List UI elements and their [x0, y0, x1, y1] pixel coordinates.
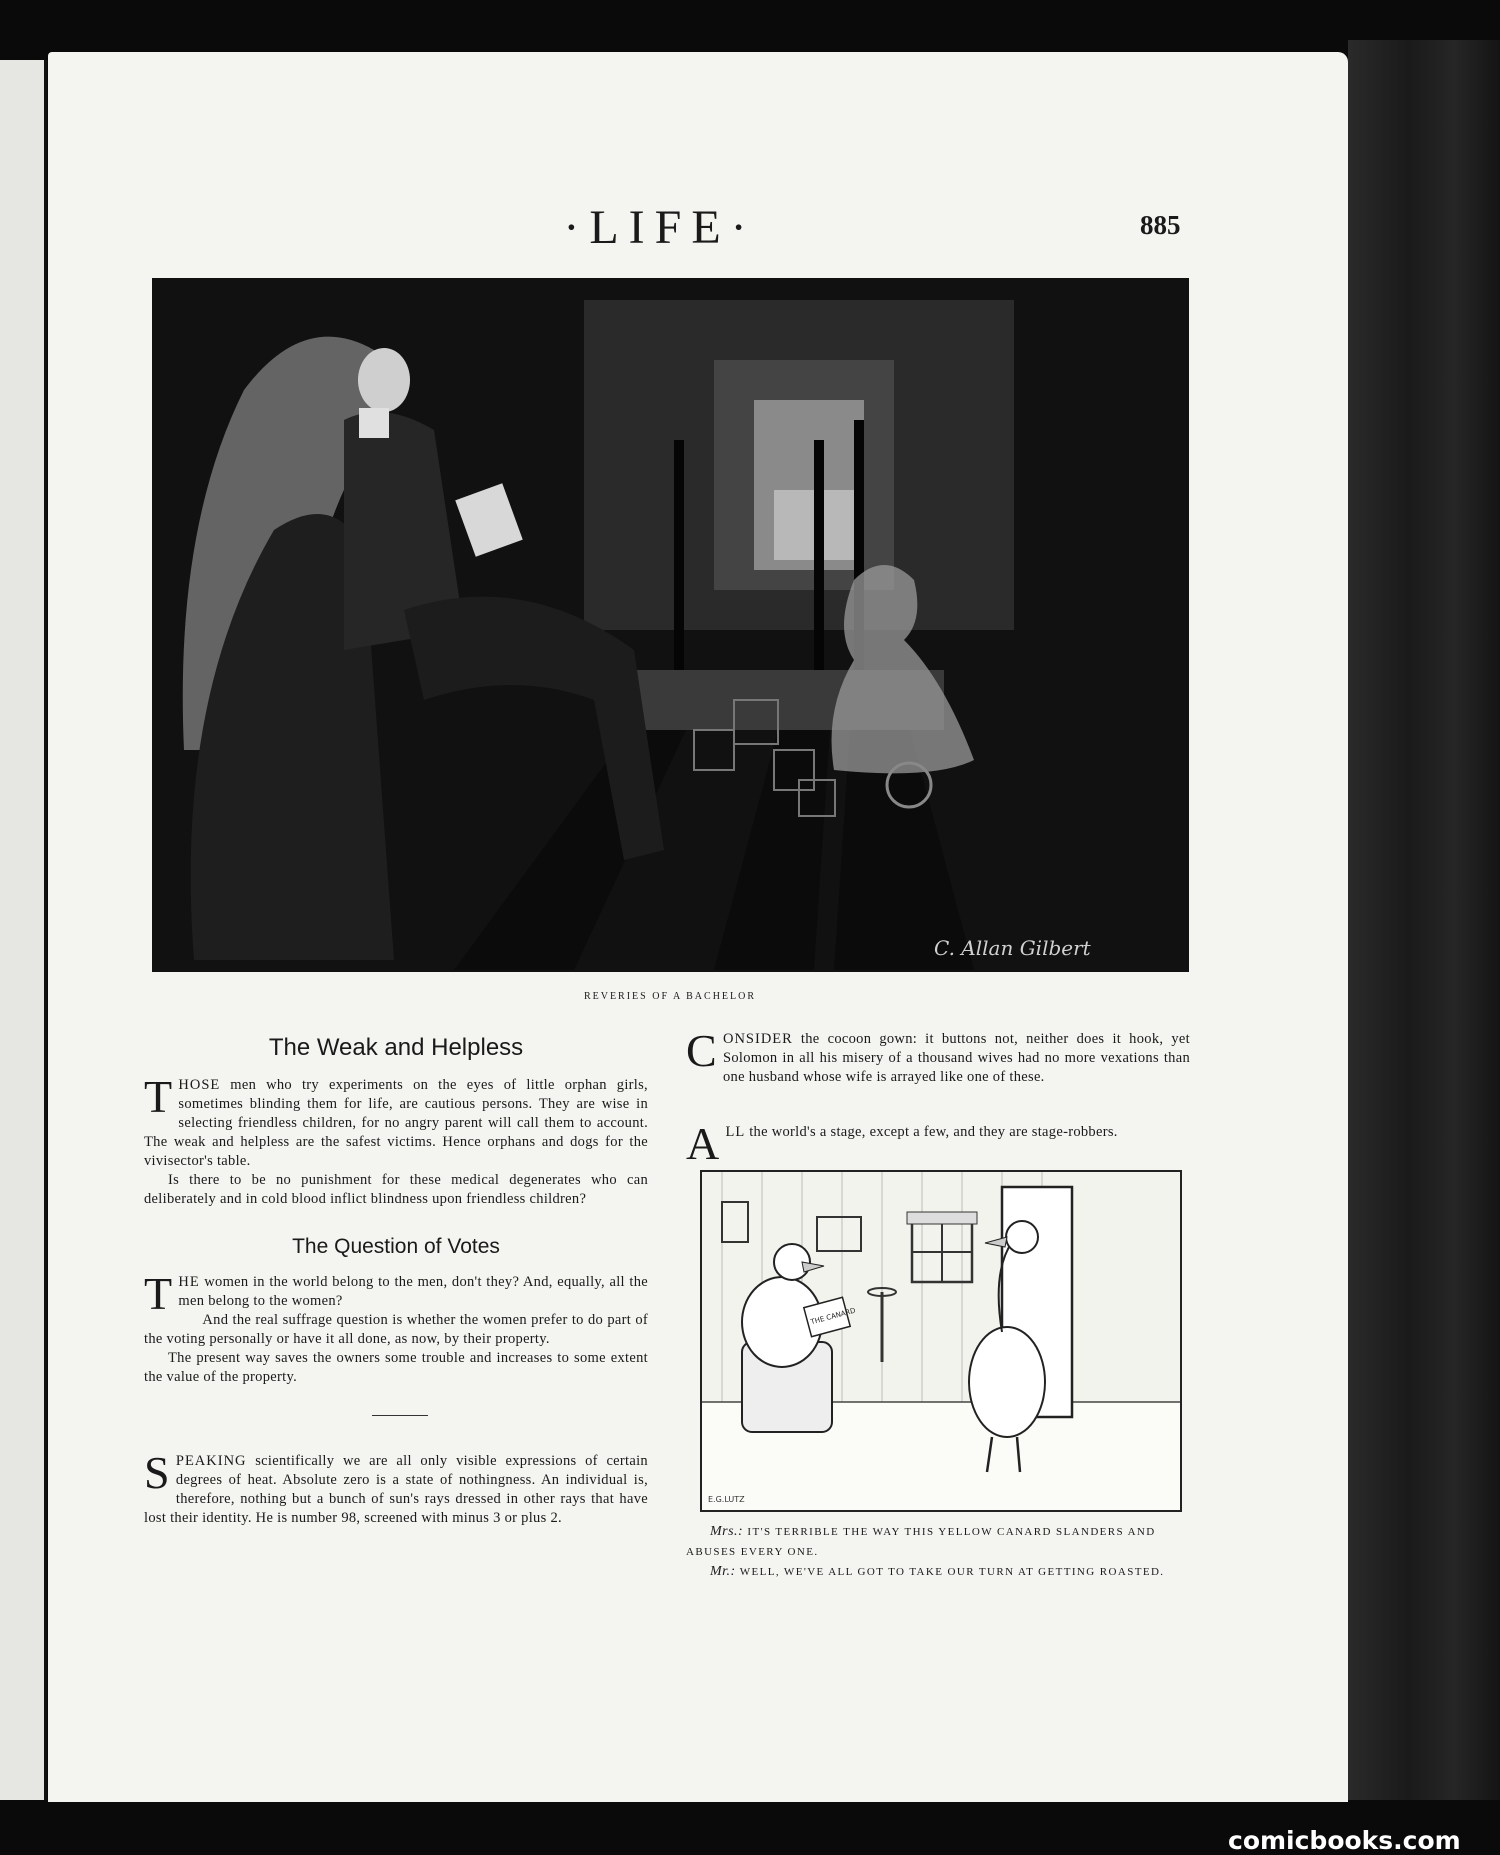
speaker-mrs: Mrs.: [710, 1524, 744, 1539]
article-votes-para2: And the real suffrage question is whether the women prefer to do part of the voting personally or have it all done, as now, by their property. [144, 1312, 648, 1347]
drop-cap: C [686, 1025, 717, 1076]
paragraph-text: men who try experiments on the eyes of little orphan girls, sometimes blinding them for life, are cautious persons. They are wise in selecting friendless children, for no angry parent will call them to account. The weak and helpless are the safest victims. Hence orphans and dogs for the vivisector's table. [144, 1077, 648, 1169]
watermark: comicbooks.com [1228, 1826, 1461, 1855]
paragraph-text: scientifically we are all only visible expressions of certain degrees of heat. Absolute zero is a state of nothingness. An individual is, therefore, nothing but a bunch of sun's rays dressed in other rays that have lost their identity. He is number 98, screened with minus 3 or plus 2. [144, 1453, 648, 1526]
paragraph-text: women in the world belong to the men, don't they? And, equally, all the men belong to the women? [178, 1274, 648, 1309]
lead-word: HE [178, 1274, 200, 1290]
lead-word: ONSIDER [722, 1031, 793, 1047]
section-divider [372, 1415, 428, 1416]
drop-cap: T [144, 1071, 173, 1122]
paragraph-text: the cocoon gown: it buttons not, neither does it hook, yet Solomon in all his misery of a thousand wives had no more vexations than one husband whose wife is arrayed like one of these. [722, 1031, 1190, 1085]
article-speaking-para [144, 1447, 648, 1528]
item-consider [686, 1025, 1190, 1087]
caption-text: IT'S TERRIBLE THE WAY THIS YELLOW CANARD SLANDERS AND ABUSES EVERY ONE. [686, 1526, 1156, 1558]
item-all-the-world [686, 1118, 1190, 1169]
speaker-mr: Mr.: [710, 1564, 736, 1579]
right-column [686, 1025, 1190, 1582]
masthead: ·LIFE· [563, 201, 757, 254]
cartoon-caption [686, 1522, 1190, 1582]
illustration-signature: C. Allan Gilbert [934, 936, 1091, 960]
caption-line-mr [686, 1562, 1190, 1582]
drop-cap: S [144, 1447, 170, 1498]
article-weak-para1 [144, 1071, 648, 1171]
article-weak-para2: Is there to be no punishment for these medical degenerates who can deliberately and in cold blood inflict blindness upon friendless children? [144, 1172, 648, 1207]
article-votes-para1 [144, 1268, 648, 1319]
left-column [144, 1030, 648, 1528]
lead-word: PEAKING [175, 1453, 247, 1469]
lead-word: HOSE [178, 1077, 221, 1093]
cartoon-signature: E.G.LUTZ [708, 1495, 745, 1504]
reveries-illustration [152, 278, 1189, 972]
left-page-edge [0, 60, 47, 1800]
binding-shadow [1348, 40, 1500, 1800]
paragraph-text: the world's a stage, except a few, and they are stage-robbers. [749, 1124, 1118, 1140]
duck-cartoon [700, 1170, 1182, 1512]
newspaper-title: THE CANARD [809, 1306, 857, 1327]
page-number: 885 [1140, 210, 1181, 240]
drop-cap: A [686, 1118, 720, 1169]
caption-line-mrs [686, 1522, 1190, 1562]
heading-weak-and-helpless: The Weak and Helpless [268, 1034, 524, 1061]
illustration-caption: REVERIES OF A BACHELOR [583, 991, 757, 1002]
article-votes-para3: The present way saves the owners some trouble and increases to some extent the value of the property. [144, 1350, 648, 1385]
heading-question-of-votes: The Question of Votes [292, 1235, 500, 1258]
drop-cap: T [144, 1268, 173, 1319]
lead-word: LL [725, 1124, 746, 1140]
caption-text: WELL, WE'VE ALL GOT TO TAKE OUR TURN AT GETTING ROASTED. [739, 1566, 1165, 1578]
